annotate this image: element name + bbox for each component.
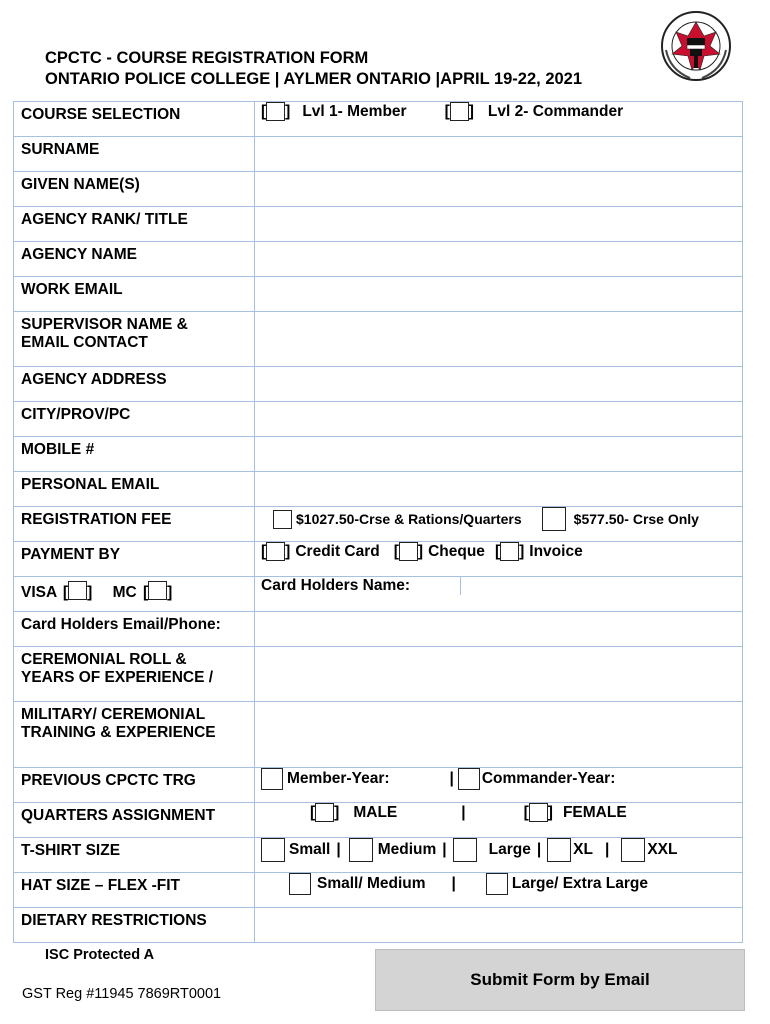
ceremonial-label-line1: CEREMONIAL ROLL &	[21, 651, 187, 668]
supervisor-label-line1: SUPERVISOR NAME &	[21, 316, 188, 333]
female-label: FEMALE	[562, 803, 627, 821]
tshirt-size-label: T-SHIRT SIZE	[14, 838, 255, 873]
form-subtitle: ONTARIO POLICE COLLEGE | AYLMER ONTARIO |APRIL 19-22, 2021	[45, 70, 583, 88]
credit-card-label: Credit Card	[295, 542, 380, 560]
card-holder-label: Card Holders Name:	[261, 577, 411, 594]
previous-trg-label: PREVIOUS CPCTC TRG	[14, 768, 255, 803]
fee-full-label: $1027.50-Crse & Rations/Quarters	[296, 511, 522, 527]
hat-large-xl-checkbox[interactable]	[486, 873, 508, 895]
cheque-label: Cheque	[428, 542, 485, 560]
agency-address-label: AGENCY ADDRESS	[14, 367, 255, 402]
submit-form-label: Submit Form by Email	[470, 970, 650, 989]
card-holder-cell	[255, 577, 461, 595]
gst-reg-label: GST Reg #11945 7869RT0001	[22, 986, 222, 1002]
hat-large-xl-label: Large/ Extra Large	[511, 875, 648, 892]
quarters-label: QUARTERS ASSIGNMENT	[14, 803, 255, 838]
given-names-label: GIVEN NAME(S)	[14, 172, 255, 207]
tshirt-small-label: Small	[289, 841, 331, 858]
form-header	[45, 48, 582, 90]
fee-course-only-checkbox[interactable]	[542, 507, 566, 531]
tshirt-small-checkbox[interactable]	[261, 838, 285, 862]
cheque-checkbox[interactable]	[399, 542, 418, 561]
course-lvl2-checkbox[interactable]	[450, 102, 469, 121]
course-lvl1-label: Lvl 1- Member	[302, 102, 407, 120]
agency-name-label: AGENCY NAME	[14, 242, 255, 277]
military-label-line1: MILITARY/ CEREMONIAL	[21, 706, 206, 723]
agency-rank-label: AGENCY RANK/ TITLE	[14, 207, 255, 242]
tshirt-xl-label: XL	[573, 841, 593, 858]
hat-small-medium-label: Small/ Medium	[317, 875, 426, 892]
dietary-label: DIETARY RESTRICTIONS	[14, 908, 255, 943]
fee-full-checkbox[interactable]	[273, 510, 292, 529]
tshirt-medium-label: Medium	[377, 841, 437, 858]
city-prov-pc-label: CITY/PROV/PC	[14, 402, 255, 437]
member-year-checkbox[interactable]	[261, 768, 283, 790]
hat-size-label: HAT SIZE – FLEX -FIT	[14, 873, 255, 908]
visa-checkbox[interactable]	[68, 581, 87, 600]
military-label	[14, 702, 255, 768]
card-email-label: Card Holders Email/Phone:	[14, 612, 255, 647]
tshirt-xxl-label: XXL	[647, 841, 678, 858]
submit-form-button[interactable]	[375, 949, 745, 1011]
course-lvl2-label: Lvl 2- Commander	[487, 102, 624, 120]
invoice-checkbox[interactable]	[500, 542, 519, 561]
commander-year-checkbox[interactable]	[458, 768, 480, 790]
personal-email-label: PERSONAL EMAIL	[14, 472, 255, 507]
mobile-label: MOBILE #	[14, 437, 255, 472]
member-year-label: Member-Year:	[287, 770, 390, 787]
female-checkbox[interactable]	[529, 803, 548, 822]
military-label-line2: TRAINING & EXPERIENCE	[21, 724, 216, 741]
ceremonial-label-line2: YEARS OF EXPERIENCE /	[21, 669, 214, 686]
visa-label: VISA	[21, 584, 57, 601]
mc-label: MC	[112, 584, 137, 601]
male-checkbox[interactable]	[315, 803, 334, 822]
work-email-label: WORK EMAIL	[14, 277, 255, 312]
form-title: CPCTC - COURSE REGISTRATION FORM	[45, 49, 369, 67]
credit-card-checkbox[interactable]	[266, 542, 285, 561]
tshirt-large-checkbox[interactable]	[453, 838, 477, 862]
ceremonial-label	[14, 647, 255, 702]
mc-checkbox[interactable]	[148, 581, 167, 600]
police-college-logo	[660, 8, 732, 88]
male-label: MALE	[353, 803, 398, 821]
supervisor-label	[14, 312, 255, 367]
registration-form-table: COURSE SELECTION [ ] Lvl 1- Member [ ] Lvl 2- Commander SURNAME GIVEN NAME(S) AGENCY RANK/ TITLE AGENCY NAME WORK EMAIL SUPERVISOR NAME & EMAIL CONTACT AGENCY ADDRESS CITY/PROV/PC MOBILE # PERSONAL EMAIL REGISTRATION FEE $1027.50-Crse & Rations/Quarters $577.50- Crse Only PAYMENT BY [ ] Credit Card [ ] Cheque [ ] Invoice VISA [ ] MC [ ] Card Holders Name: Card Holders Email/Phone: CEREMONIAL ROLL & YEARS OF EXPERIENCE / MILITARY/ CEREMONIAL TRAINING & EXPERIENCE PREVIOUS CPCTC TRG Member-Year: | Commander-Year: QUARTERS ASSIGNMENT [ ] MALE | [ ] FEMALE T-SHIRT SIZE Small | Medium | Large | XL | XXL HAT SIZE – FLEX -FIT Small/ Medium | Large/ Extra Large DIETARY RESTRICTIONS	[13, 101, 743, 943]
course-lvl1-checkbox[interactable]	[266, 102, 285, 121]
payment-by-label: PAYMENT BY	[14, 542, 255, 577]
isc-protected-label: ISC Protected A	[45, 947, 155, 963]
commander-year-label: Commander-Year:	[481, 770, 616, 787]
tshirt-xl-checkbox[interactable]	[547, 838, 571, 862]
tshirt-xxl-checkbox[interactable]	[621, 838, 645, 862]
tshirt-medium-checkbox[interactable]	[349, 838, 373, 862]
course-selection-label: COURSE SELECTION	[14, 102, 255, 137]
registration-fee-label: REGISTRATION FEE	[14, 507, 255, 542]
card-type-cell: VISA [ ] MC [ ]	[14, 577, 255, 612]
invoice-label: Invoice	[529, 542, 583, 560]
tshirt-large-label: Large	[488, 841, 531, 858]
surname-label: SURNAME	[14, 137, 255, 172]
supervisor-label-line2: EMAIL CONTACT	[21, 334, 148, 351]
fee-course-only-label: $577.50- Crse Only	[573, 511, 699, 527]
hat-small-medium-checkbox[interactable]	[289, 873, 311, 895]
